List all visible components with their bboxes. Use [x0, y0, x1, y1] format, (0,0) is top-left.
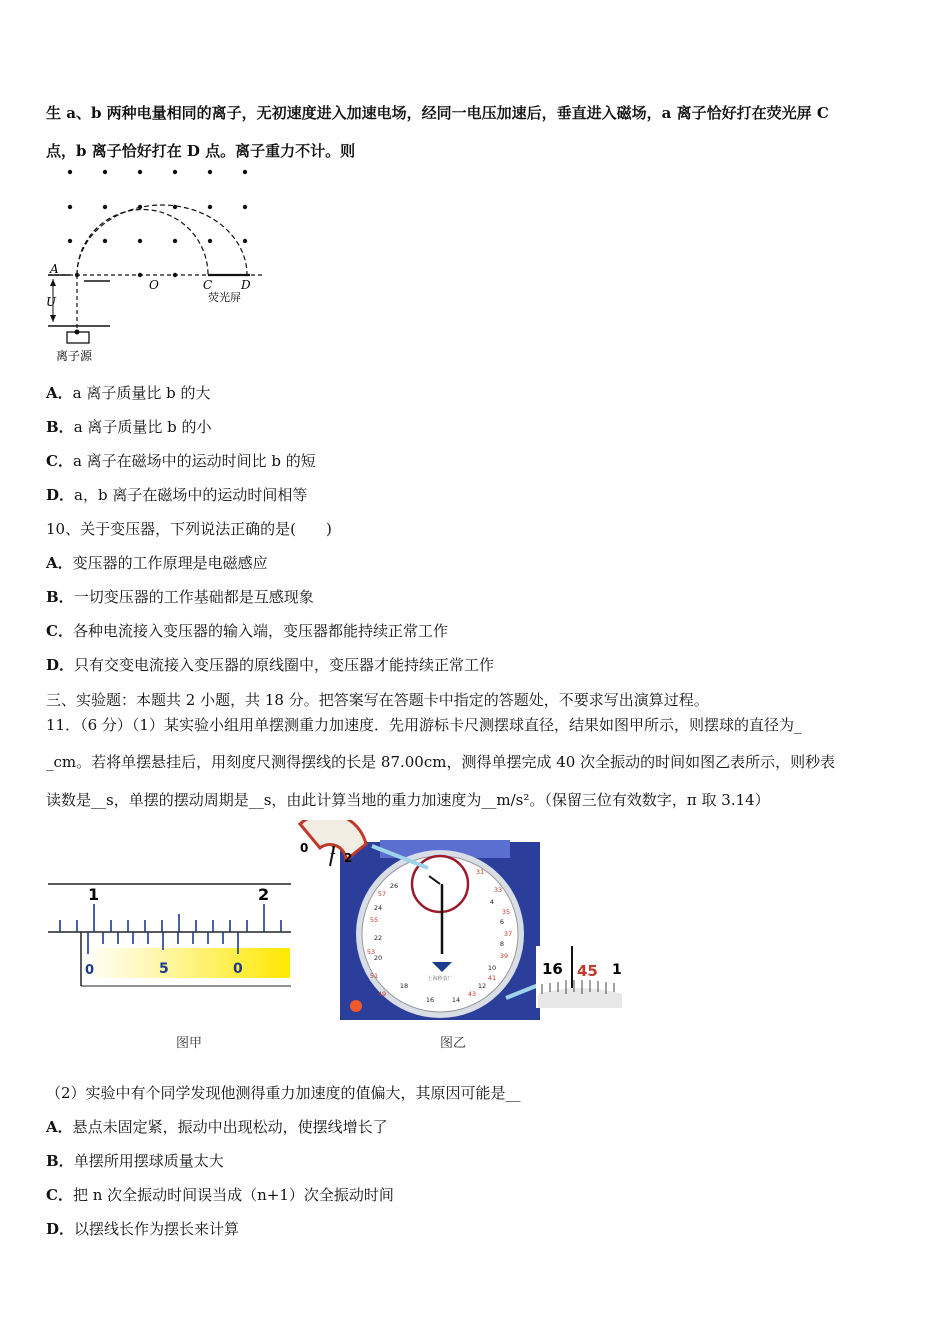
- svg-text:41: 41: [487, 974, 497, 982]
- q9-option-a: A．a 离子质量比 b 的大: [46, 384, 211, 402]
- q9-figure-magnetic-field: [40, 160, 280, 370]
- svg-text:55: 55: [369, 916, 379, 924]
- svg-text:53: 53: [366, 948, 376, 956]
- q9-intro-line1: 生 a、b 两种电量相同的离子，无初速度进入加速电场，经同一电压加速后，垂直进入磁场，a 离子恰好打在荧光屏 C: [46, 104, 829, 122]
- svg-text:26: 26: [389, 882, 399, 890]
- q10-option-a: A．变压器的工作原理是电磁感应: [46, 554, 268, 572]
- stopwatch-figure: [296, 820, 626, 1026]
- svg-text:31: 31: [475, 868, 485, 876]
- q11-option-a: A．悬点未固定紧，振动中出现松动，使摆线增长了: [46, 1118, 388, 1136]
- vernier-0: 0: [85, 963, 95, 978]
- zoom-right-1: 1: [612, 962, 622, 978]
- zoom-top-0: 0: [300, 841, 309, 855]
- svg-text:16: 16: [425, 996, 435, 1004]
- vernier-5: 5: [159, 961, 169, 977]
- q11-line3: 读数是__s，单摆的摆动周期是__s，由此计算当地的重力加速度为__m/s²。（保留三位有效数字，π 取 3.14）: [46, 791, 770, 809]
- q11-option-d: D．以摆线长作为摆长来计算: [46, 1220, 240, 1238]
- q11-option-c: C．把 n 次全振动时间误当成（n+1）次全振动时间: [46, 1186, 394, 1204]
- svg-text:4: 4: [489, 898, 495, 906]
- label-screen: 荧光屏: [208, 291, 241, 304]
- svg-text:20: 20: [373, 954, 383, 962]
- svg-text:43: 43: [467, 990, 477, 998]
- svg-text:6: 6: [499, 918, 505, 926]
- q9-option-d: D．a，b 离子在磁场中的运动时间相等: [46, 486, 308, 504]
- svg-text:35: 35: [501, 908, 511, 916]
- label-C: C: [203, 278, 213, 292]
- q11-line2: _cm。若将单摆悬挂后，用刻度尺测得摆线的长是 87.00cm，测得单摆完成 40 次全振动的时间如图乙表所示，则秒表: [46, 753, 836, 771]
- svg-text:22: 22: [373, 934, 383, 942]
- caliper-figure: [46, 876, 296, 991]
- svg-text:49: 49: [377, 990, 387, 998]
- q9-option-b: B．a 离子质量比 b 的小: [46, 418, 212, 436]
- label-A: A: [50, 262, 59, 276]
- q10-stem: 10、关于变压器，下列说法正确的是( ): [46, 520, 332, 538]
- fig-a-caption: 图甲: [176, 1036, 203, 1051]
- svg-text:14: 14: [451, 996, 461, 1004]
- zoom-right-45: 45: [577, 962, 598, 980]
- section3-title: 三、实验题：本题共 2 小题，共 18 分。把答案写在答题卡中指定的答题处，不要求写出演算过程。: [46, 691, 709, 709]
- q9-option-c: C．a 离子在磁场中的运动时间比 b 的短: [46, 452, 316, 470]
- stopwatch-brand: 上海秒表厂: [427, 976, 453, 982]
- main-scale-2: 2: [258, 885, 270, 904]
- q10-option-d: D．只有交变电流接入变压器的原线圈中，变压器才能持续正常工作: [46, 656, 495, 674]
- magnetic-field-dots: [68, 170, 247, 277]
- zoom-right-16: 16: [542, 960, 563, 978]
- label-source: 离子源: [56, 349, 93, 363]
- label-O: O: [149, 278, 159, 292]
- svg-text:8: 8: [499, 940, 505, 948]
- label-U: U: [46, 295, 57, 309]
- svg-text:51: 51: [369, 972, 379, 980]
- svg-text:37: 37: [503, 930, 513, 938]
- fig-b-caption: 图乙: [440, 1036, 467, 1051]
- zoom-top-2: 2: [344, 851, 353, 865]
- q11-option-b: B．单摆所用摆球质量太大: [46, 1152, 224, 1170]
- svg-text:33: 33: [493, 886, 503, 894]
- svg-text:39: 39: [499, 952, 509, 960]
- q10-option-b: B．一切变压器的工作基础都是互感现象: [46, 588, 314, 606]
- q10-option-c: C．各种电流接入变压器的输入端，变压器都能持续正常工作: [46, 622, 448, 640]
- svg-text:10: 10: [487, 964, 497, 972]
- svg-text:24: 24: [373, 904, 383, 912]
- q11-part2-stem: （2）实验中有个同学发现他测得重力加速度的值偏大，其原因可能是__: [46, 1084, 521, 1102]
- label-D: D: [241, 278, 251, 292]
- svg-text:18: 18: [399, 982, 409, 990]
- vernier-10: 0: [233, 961, 243, 977]
- zoom-top-1: 1: [330, 844, 337, 857]
- svg-text:57: 57: [377, 890, 387, 898]
- main-scale-1: 1: [88, 885, 100, 904]
- q9-intro-line2: 点，b 离子恰好打在 D 点。离子重力不计。则: [46, 142, 356, 160]
- svg-text:12: 12: [477, 982, 487, 990]
- q11-line1: 11．（6 分）（1）某实验小组用单摆测重力加速度．先用游标卡尺测摆球直径，结果如图甲所示，则摆球的直径为_: [46, 716, 802, 734]
